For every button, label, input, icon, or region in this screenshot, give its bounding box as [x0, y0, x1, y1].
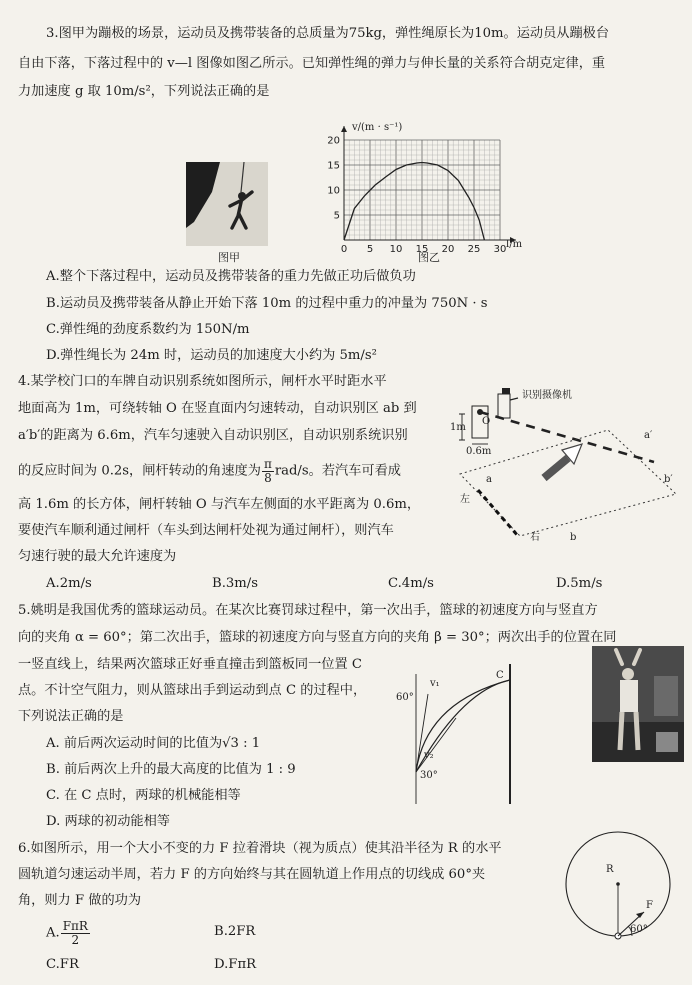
- x-tick-label: 30: [493, 244, 507, 255]
- chart-xlabel: l/m: [506, 239, 523, 250]
- y-axis-arrow: [341, 126, 347, 132]
- velocity-2-label: v₂: [424, 750, 434, 761]
- q6-stem-line2: 圆轨道匀速运动半周，若力 F 的方向始终与其在圆轨道上作用点的切线成 60°夹: [18, 867, 486, 882]
- q4-stem-line1: 4.某学校门口的车牌自动识别系统如图所示，闸杆水平时距水平: [18, 374, 387, 389]
- x-tick-label: 10: [389, 244, 403, 255]
- y-tick-label: 15: [327, 160, 340, 172]
- basketball-photo: [592, 646, 684, 762]
- point-a-prime-label: a′: [644, 430, 653, 441]
- point-a-label: a: [486, 474, 492, 485]
- q4-stem-line4: [18, 458, 401, 484]
- bungee-photo: [186, 162, 268, 246]
- q3-stem-line3: 力加速度 g 取 10m/s²，下列说法正确的是: [18, 84, 270, 99]
- q6-option-a-numerator: FπR: [62, 919, 88, 933]
- q4-stem-line4-post: rad/s。若汽车可看成: [274, 463, 401, 479]
- y-tick-label: 20: [327, 135, 340, 147]
- q5-option-d: D. 两球的初动能相等: [46, 814, 170, 829]
- pivot-label: O: [482, 416, 491, 427]
- q6-option-a-prefix: A.: [46, 925, 60, 941]
- q5-stem-line3: 一竖直线上，结果两次篮球正好垂直撞击到篮板同一位置 C: [18, 657, 362, 672]
- q6-stem-line3: 角，则力 F 做的功为: [18, 893, 142, 908]
- q4-stem-line5: 高 1.6m 的长方体，闸杆转轴 O 与汽车左侧面的水平距离为 0.6m，: [18, 497, 421, 512]
- v-l-chart: [318, 118, 524, 260]
- omega-numerator: π: [263, 457, 272, 471]
- q4-stem-line7: 匀速行驶的最大允许速度为: [18, 549, 177, 564]
- x-tick-label: 5: [366, 244, 374, 255]
- chart-grid: [344, 140, 500, 240]
- chart-ylabel: v/(m · s⁻¹): [352, 122, 403, 133]
- q6-option-a-fraction: [61, 920, 90, 946]
- figure-b-caption: 图乙: [418, 251, 440, 264]
- distance-label: 0.6m: [466, 446, 492, 457]
- q5-option-a: A. 前后两次运动时间的比值为√3 : 1: [46, 736, 261, 751]
- figure-a-caption: 图甲: [218, 251, 240, 264]
- circular-track-diagram: [562, 828, 674, 940]
- q6-stem-line1: 6.如图所示，用一个大小不变的力 F 拉着滑块（视为质点）使其沿半径为 R 的水平: [18, 841, 502, 856]
- gate-diagram: [450, 378, 680, 543]
- x-tick-label: 25: [467, 244, 481, 255]
- velocity-1-label: v₁: [430, 678, 440, 689]
- q4-option-b: B.3m/s: [212, 576, 258, 591]
- q5-stem-line4: 点。不计空气阻力，则从篮球出手到运动到点 C 的过程中，: [18, 683, 367, 698]
- point-c-label: C: [496, 670, 504, 681]
- q3-option-d: D.弹性绳长为 24m 时，运动员的加速度大小约为 5m/s²: [46, 348, 377, 363]
- q3-option-c: C.弹性绳的劲度系数约为 150N/m: [46, 322, 250, 337]
- angle-alpha-label: 60°: [396, 692, 414, 703]
- trajectory-diagram: [386, 654, 534, 808]
- q4-option-d: D.5m/s: [556, 576, 603, 591]
- q4-stem-line6: 要使汽车顺利通过闸杆（车头到达闸杆处视为通过闸杆），则汽车: [18, 523, 394, 538]
- q4-option-c: C.4m/s: [388, 576, 434, 591]
- q5-option-b: B. 前后两次上升的最大高度的比值为 1 : 9: [46, 762, 296, 777]
- q6-option-c: C.FR: [46, 957, 79, 972]
- chart-y-ticks: [327, 136, 340, 222]
- angle-beta-label: 30°: [420, 770, 438, 781]
- omega-fraction: [262, 458, 274, 484]
- q3-stem-line2: 自由下落，下落过程中的 v—l 图像如图乙所示。已知弹性绳的弹力与伸长量的关系符合胡克定律，重: [18, 56, 606, 71]
- omega-denominator: 8: [264, 470, 272, 485]
- height-label: 1m: [450, 422, 466, 433]
- q5-stem-line5: 下列说法正确的是: [18, 709, 124, 724]
- point-b-label: b: [570, 532, 577, 543]
- q6-option-d: D.FπR: [214, 957, 257, 972]
- point-b-prime-label: b′: [664, 474, 673, 485]
- x-tick-label: 20: [441, 244, 455, 255]
- camera-label: 识别摄像机: [522, 390, 572, 401]
- q4-option-a: A.2m/s: [46, 576, 92, 591]
- q5-stem-line1: 5.姚明是我国优秀的篮球运动员。在某次比赛罚球过程中，第一次出手，篮球的初速度方向与竖直方: [18, 603, 598, 618]
- q3-option-a: A.整个下落过程中，运动员及携带装备的重力先做正功后做负功: [46, 269, 416, 284]
- q6-option-a: [46, 920, 91, 946]
- right-side-label: 右: [530, 532, 540, 543]
- radius-label: R: [606, 864, 614, 875]
- q4-stem-line4-pre: 的反应时间为 0.2s，闸杆转动的角速度为: [18, 463, 261, 479]
- q5-stem-line2: 向的夹角 α = 60°；第二次出手，篮球的初速度方向与竖直方向的夹角 β = 30°；两次出手的位置在同: [18, 630, 617, 645]
- force-label: F: [646, 900, 653, 911]
- q4-stem-line3: a′b′的距离为 6.6m，汽车匀速驶入自动识别区，自动识别系统识别: [18, 428, 408, 443]
- q6-option-a-denominator: 2: [71, 932, 80, 947]
- q3-option-b: B.运动员及携带装备从静止开始下落 10m 的过程中重力的冲量为 750N · s: [46, 296, 488, 311]
- chart-series-line: [344, 163, 484, 241]
- x-tick-label: 15: [415, 244, 429, 255]
- x-tick-label: 0: [340, 244, 348, 255]
- y-tick-label: 5: [333, 210, 340, 222]
- angle-label: 60°: [630, 924, 648, 935]
- q5-option-c: C. 在 C 点时，两球的机械能相等: [46, 788, 241, 803]
- q3-stem-line1: 3.图甲为蹦极的场景，运动员及携带装备的总质量为75kg，弹性绳原长为10m。运动员从蹦极台: [46, 26, 610, 41]
- y-tick-label: 10: [327, 185, 340, 197]
- q6-option-b: B.2FR: [214, 924, 256, 939]
- left-side-label: 左: [460, 494, 470, 505]
- q4-stem-line2: 地面高为 1m，可绕转轴 O 在竖直面内匀速转动，自动识别区 ab 到: [18, 401, 417, 416]
